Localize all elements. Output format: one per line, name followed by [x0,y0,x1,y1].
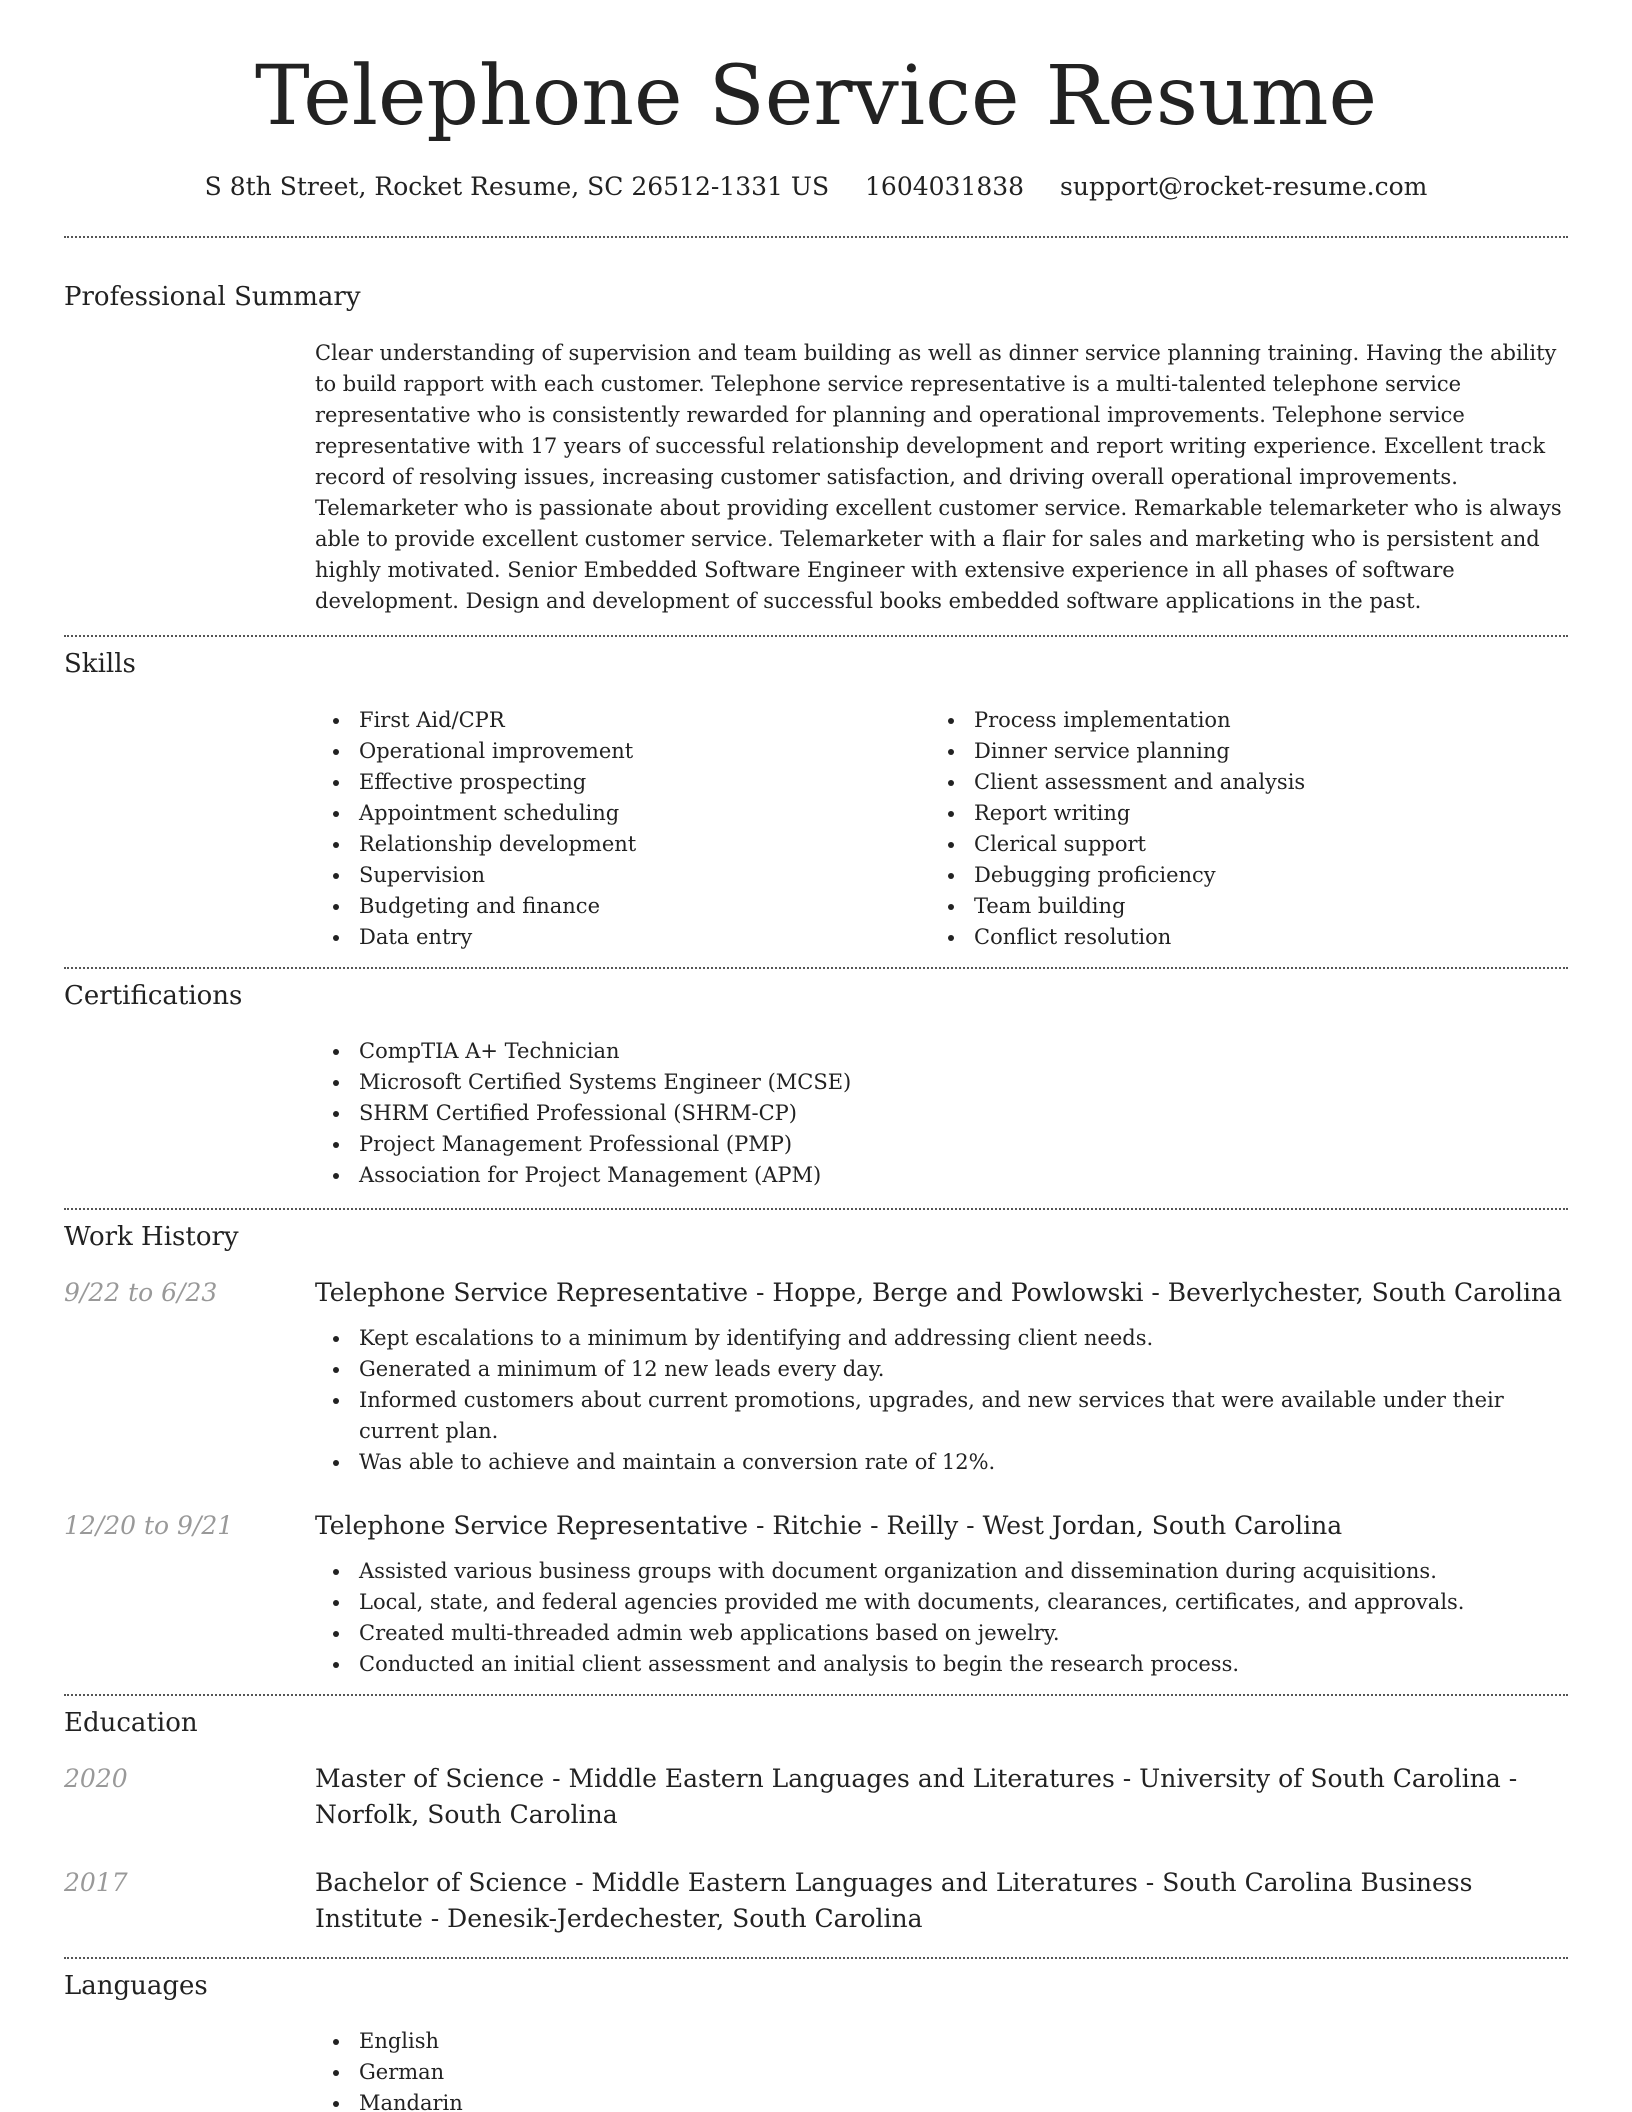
job-entry [64,1508,1568,1680]
skill-item: Client assessment and analysis [930,767,1545,798]
resume-page [64,0,1568,2112]
certifications-list [315,1036,1568,1191]
skill-item: Report writing [930,798,1545,829]
divider [64,1208,1568,1210]
skill-item: Data entry [315,922,930,953]
skill-item: First Aid/CPR [315,705,930,736]
contact-phone: 1604031838 [865,172,1025,202]
job-bullet: Kept escalations to a minimum by identifying and addressing client needs. [315,1323,1568,1354]
section-summary [64,282,1568,617]
education-entry [64,1761,1568,1833]
certification-item: Microsoft Certified Systems Engineer (MCSE) [315,1067,1568,1098]
job-heading [315,1508,1568,1544]
skills-list-right [930,705,1545,953]
job-bullets [315,1323,1568,1478]
certification-item: CompTIA A+ Technician [315,1036,1568,1067]
certification-item: Project Management Professional (PMP) [315,1129,1568,1160]
divider [64,1957,1568,1959]
skill-item: Budgeting and finance [315,891,930,922]
section-title-languages: Languages [64,1971,208,2002]
language-item: Mandarin [315,2088,1568,2112]
skill-item: Debugging proficiency [930,860,1545,891]
education-school: - University of South Carolina - Norfolk, South Carolina [315,1764,1518,1830]
contact-email: support@rocket-resume.com [1060,172,1428,202]
divider [64,635,1568,637]
job-bullet: Informed customers about current promotions, upgrades, and new services that were available under their current plan. [315,1385,1568,1447]
education-date: 2017 [64,1868,128,1898]
education-date: 2020 [64,1764,128,1794]
language-item: English [315,2026,1568,2057]
job-bullet: Generated a minimum of 12 new leads every day. [315,1354,1568,1385]
job-role: Telephone Service Representative [315,1277,749,1307]
skill-item: Process implementation [930,705,1545,736]
job-bullets [315,1556,1568,1680]
section-title-work: Work History [64,1221,239,1252]
divider [64,1694,1568,1696]
section-languages [64,1971,1568,2112]
education-entry [64,1865,1568,1937]
education-school: - South Carolina Business Institute - Denesik-Jerdechester, South Carolina [315,1868,1473,1934]
divider [64,967,1568,969]
skill-item: Dinner service planning [930,736,1545,767]
section-title-certifications: Certifications [64,980,243,1011]
skill-item: Operational improvement [315,736,930,767]
contact-address: S 8th Street, Rocket Resume, SC 26512-1331 US [204,172,830,202]
job-bullet: Was able to achieve and maintain a conversion rate of 12%. [315,1447,1568,1478]
languages-list [315,2026,1568,2112]
skill-item: Relationship development [315,829,930,860]
job-date: 9/22 to 6/23 [64,1277,218,1307]
job-date: 12/20 to 9/21 [64,1510,234,1540]
skill-item: Team building [930,891,1545,922]
certification-item: Association for Project Management (APM) [315,1160,1568,1191]
education-heading [315,1761,1568,1833]
section-certifications [64,981,1568,1191]
section-education [64,1708,1568,1937]
skills-list-left [315,705,930,953]
education-heading [315,1865,1568,1937]
job-heading [315,1275,1568,1311]
section-work-history [64,1222,1568,1680]
divider [64,236,1568,238]
job-company: - Hoppe, Berge and Powlowski - Beverlychester, South Carolina [748,1277,1563,1307]
job-role: Telephone Service Representative [315,1510,749,1540]
education-degree: Master of Science - Middle Eastern Languages and Literatures [315,1764,1115,1794]
skill-item: Clerical support [930,829,1545,860]
resume-title: Telephone Service Resume [254,49,1378,144]
education-degree: Bachelor of Science - Middle Eastern Languages and Literatures [315,1868,1138,1898]
skill-item: Effective prospecting [315,767,930,798]
section-title-summary: Professional Summary [64,282,361,313]
section-skills [64,649,1568,952]
contact-line [64,172,1568,202]
section-title-education: Education [64,1707,198,1738]
job-bullet: Created multi-threaded admin web applications based on jewelry. [315,1618,1568,1649]
job-bullet: Local, state, and federal agencies provided me with documents, clearances, certificates, and approvals. [315,1587,1568,1618]
skill-item: Supervision [315,860,930,891]
summary-text: Clear understanding of supervision and team building as well as dinner service planning training. Having the ability to build rapport with each customer. Telephone service representative is a multi-talented telephone service representative who is consistently rewarded for planning and operational improvements. Telephone service representative with 17 years of successful relationship development and report writing experience. Excellent track record of resolving issues, increasing customer satisfaction, and driving overall operational improvements. Telemarketer who is passionate about providing excellent customer service. Remarkable telemarketer who is always able to provide excellent customer service. Telemarketer with a flair for sales and marketing who is persistent and highly motivated. Senior Embedded Software Engineer with extensive experience in all phases of software development. Design and development of successful books embedded software applications in the past. [315,341,1562,614]
language-item: German [315,2057,1568,2088]
skill-item: Conflict resolution [930,922,1545,953]
job-company: - Ritchie - Reilly - West Jordan, South Carolina [748,1510,1343,1540]
section-title-skills: Skills [64,649,136,680]
job-bullet: Conducted an initial client assessment and analysis to begin the research process. [315,1649,1568,1680]
certification-item: SHRM Certified Professional (SHRM-CP) [315,1098,1568,1129]
skill-item: Appointment scheduling [315,798,930,829]
job-entry [64,1275,1568,1478]
job-bullet: Assisted various business groups with document organization and dissemination during acquisitions. [315,1556,1568,1587]
